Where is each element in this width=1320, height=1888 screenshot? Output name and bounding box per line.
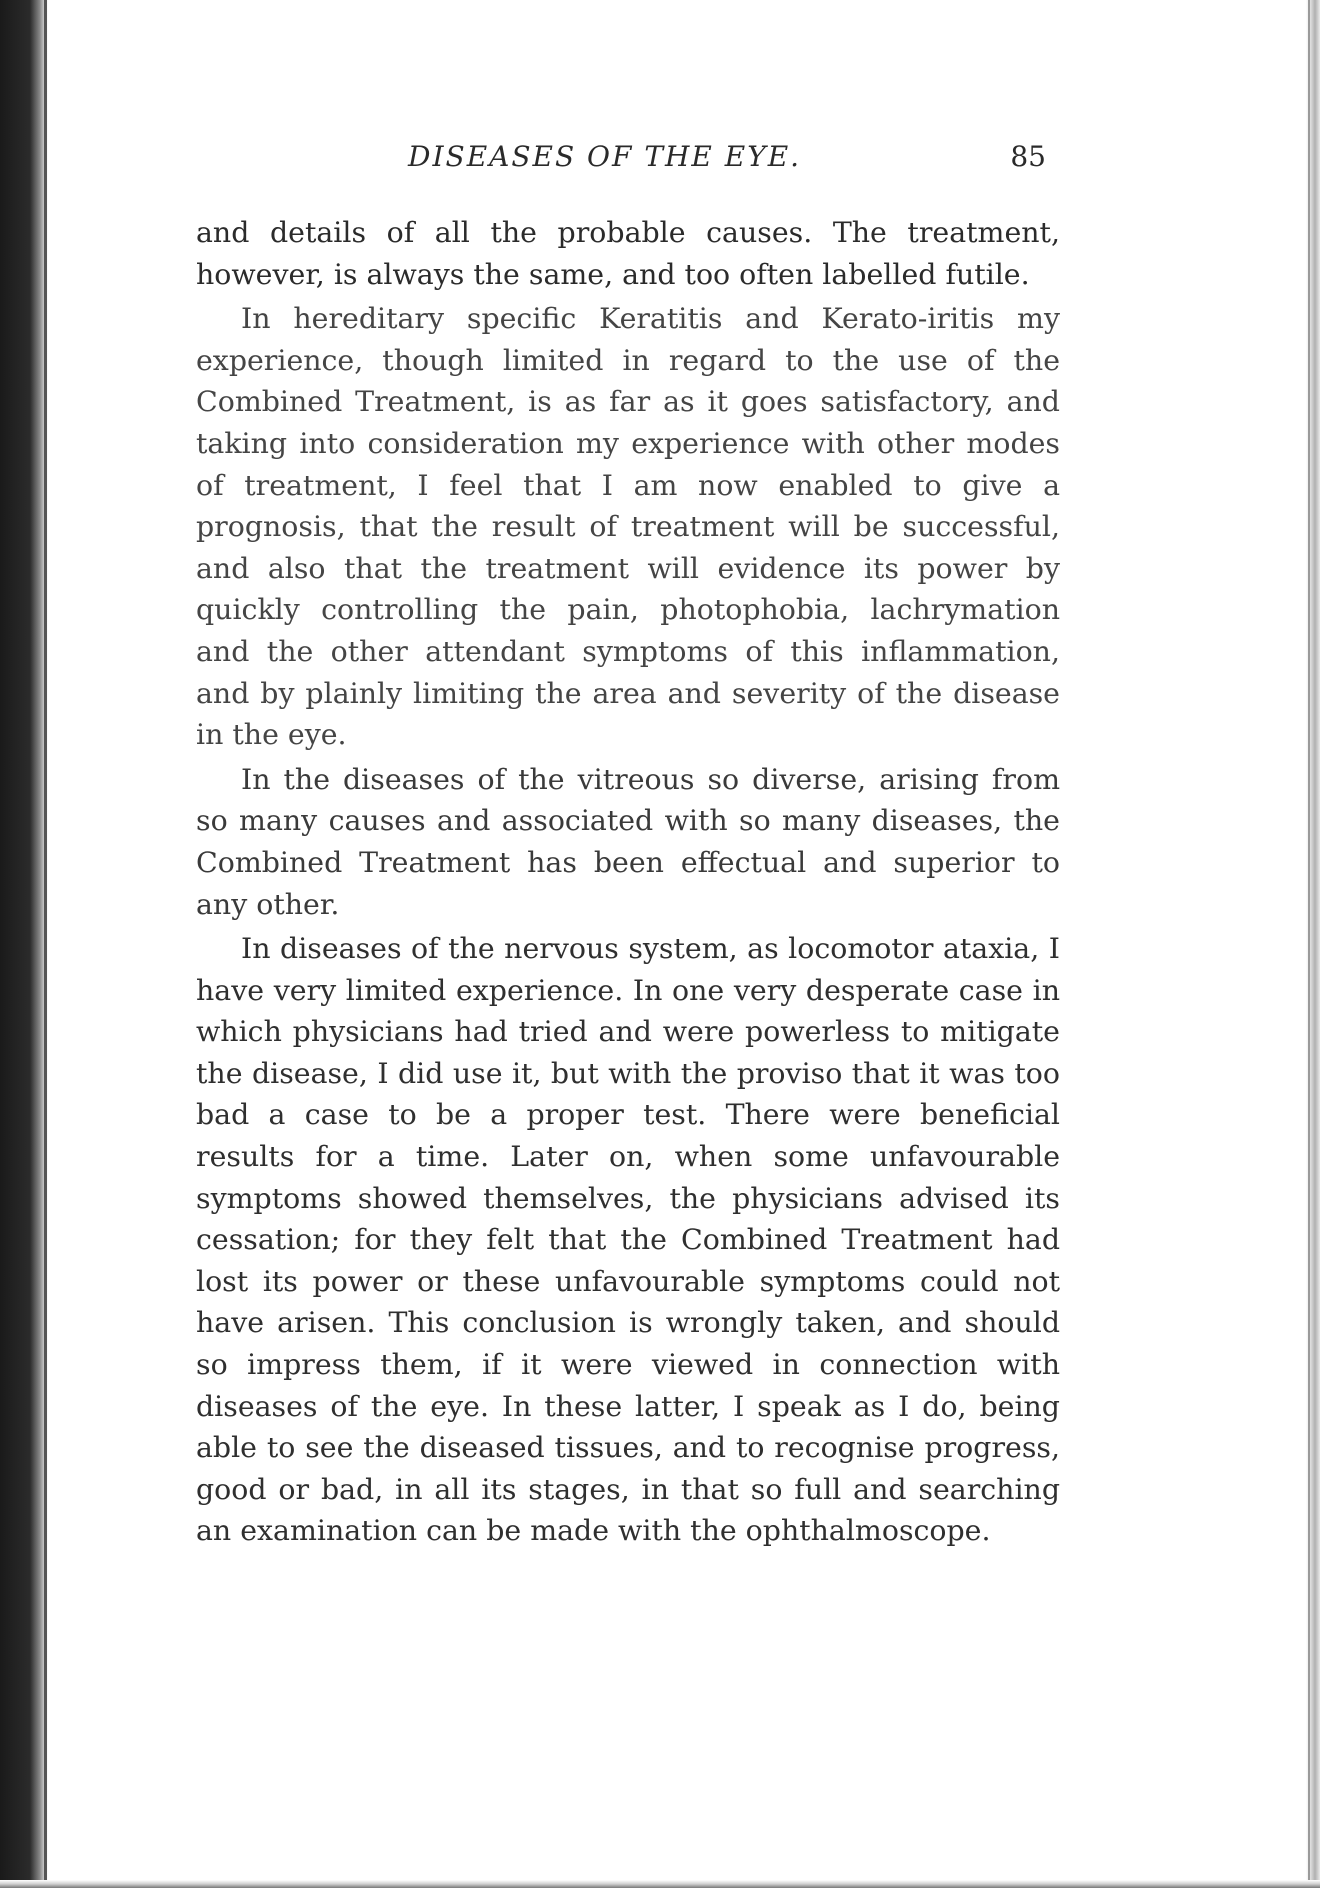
scan-left-edge xyxy=(0,0,48,1888)
running-head xyxy=(196,140,1060,188)
book-page xyxy=(196,140,1060,1555)
paragraph-vitreous: In the diseases of the vitreous so diverse, arising from so many causes and associated with so many diseases, the Combined Treatment has been effectual and superior to any other. xyxy=(196,762,1060,921)
running-head-title: DISEASES OF THE EYE. xyxy=(408,140,802,173)
page-number: 85 xyxy=(1010,140,1046,173)
paragraph-keratitis: In hereditary specific Keratitis and Kerato-iritis my experience, though limited in regard to the use of the Combined Treatment, is as far as it goes satisfactory, and taking into consideration my experience with other modes of treatment, I feel that I am now enabled to give a prognosis, that the result of treatment will be successful, and also that the treatment will evidence its power by quickly controlling the pain, photophobia, lachrymation and the other attendant symptoms of this inflammation, and by plainly limiting the area and severity of the disease in the eye. xyxy=(196,302,1060,752)
body-text xyxy=(196,212,1060,1552)
paragraph-continuation: and details of all the probable causes. The treatment, however, is always the same, and too often labelled futile. xyxy=(196,216,1060,291)
scan-page-edge-line xyxy=(1308,0,1310,1888)
scan-gutter-line xyxy=(44,0,47,1888)
paragraph-nervous-system: In diseases of the nervous system, as locomotor ataxia, I have very limited experience. In one very desperate case in which physicians had tried and were powerless to mitigate the disease, I did use it, but with the proviso that it was too bad a case to be a proper test. There were beneficial results for a time. Later on, when some unfavourable symptoms showed themselves, the physicians advised its cessation; for they felt that the Combined Treatment had lost its power or these unfavourable symptoms could not have arisen. This conclusion is wrongly taken, and should so impress them, if it were viewed in connection with diseases of the eye. In these latter, I speak as I do, being able to see the diseased tissues, and to recognise progress, good or bad, in all its stages, in that so full and searching an examination can be made with the ophthalmoscope. xyxy=(196,932,1060,1548)
scan-bottom-edge xyxy=(0,1880,1320,1888)
